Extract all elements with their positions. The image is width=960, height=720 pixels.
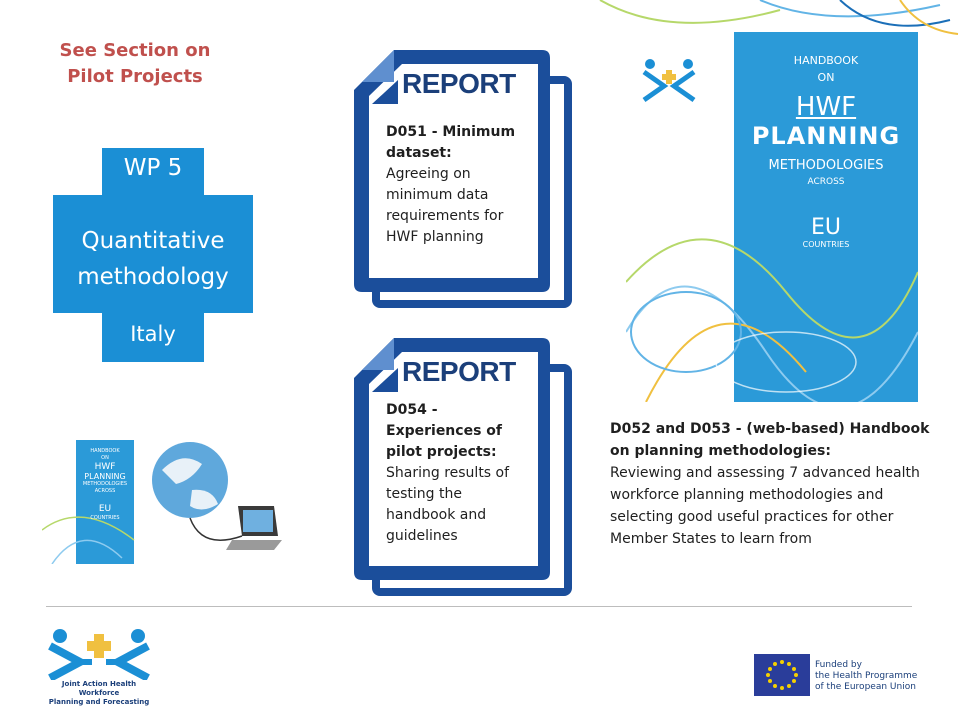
- cover-line-handbook: HANDBOOK: [793, 54, 859, 67]
- mini-line-methodologies: METHODOLOGIES: [82, 481, 128, 487]
- mini-line-eu: EU: [98, 504, 112, 514]
- joint-action-logo: [44, 628, 154, 706]
- report-heading: REPORT: [402, 68, 516, 99]
- mini-line-hwf: HWF: [94, 462, 116, 472]
- mini-line-countries: COUNTRIES: [90, 515, 120, 521]
- cover-line-on: ON: [817, 71, 835, 84]
- work-package-country: Italy: [130, 322, 176, 346]
- cover-line-hwf: HWF: [795, 92, 857, 122]
- section-title-text: See Section on Pilot Projects: [59, 40, 211, 87]
- mini-line-across: ACROSS: [94, 488, 116, 494]
- mini-line-planning: PLANNING: [84, 472, 126, 481]
- mini-line-on: ON: [101, 455, 109, 461]
- handbook-caption-body: Reviewing and assessing 7 advanced health workforce planning methodologies and selecting good useful practices for other Member States to learn from: [610, 465, 920, 547]
- cover-line-across: ACROSS: [807, 177, 845, 187]
- section-title: [40, 38, 230, 90]
- cover-line-eu: EU: [810, 215, 841, 240]
- eu-flag-icon: [754, 654, 810, 696]
- handbook-caption: [610, 418, 940, 550]
- mini-handbook-text: [76, 448, 134, 522]
- handbook-cover-text: [734, 54, 918, 249]
- report-text: [386, 122, 526, 248]
- handbook-caption-heading: D052 and D053 - (web-based) Handbook on planning methodologies:: [610, 421, 930, 459]
- cover-line-methodologies: METHODOLOGIES: [768, 158, 884, 173]
- mini-line-handbook: HANDBOOK: [90, 448, 120, 454]
- web-handbook-illustration: [42, 440, 282, 564]
- footer-divider: [46, 606, 912, 607]
- work-package-label: WP 5: [123, 155, 183, 181]
- work-package-title: Quantitative methodology: [77, 228, 229, 290]
- ja-logo-text: Joint Action Health Workforce Planning and Forecasting: [48, 680, 150, 706]
- cover-line-countries: COUNTRIES: [802, 240, 850, 249]
- report-card-d054: [352, 334, 582, 599]
- funded-by-text: Funded by the Health Programme of the European Union: [815, 660, 918, 692]
- report-description: Sharing results of testing the handbook and guidelines: [386, 465, 510, 544]
- report-card-d051: [352, 46, 582, 311]
- ja-logo-icon: [44, 628, 154, 680]
- report-description: Agreeing on minimum data requirements for HWF planning: [386, 166, 504, 245]
- report-heading: REPORT: [402, 356, 516, 387]
- report-code-title: D054 - Experiences of pilot projects:: [386, 402, 502, 460]
- report-code-title: D051 - Minimum dataset:: [386, 124, 516, 161]
- report-text: [386, 400, 526, 547]
- cover-line-planning: PLANNING: [751, 122, 901, 150]
- handbook-cover-image: [626, 32, 918, 402]
